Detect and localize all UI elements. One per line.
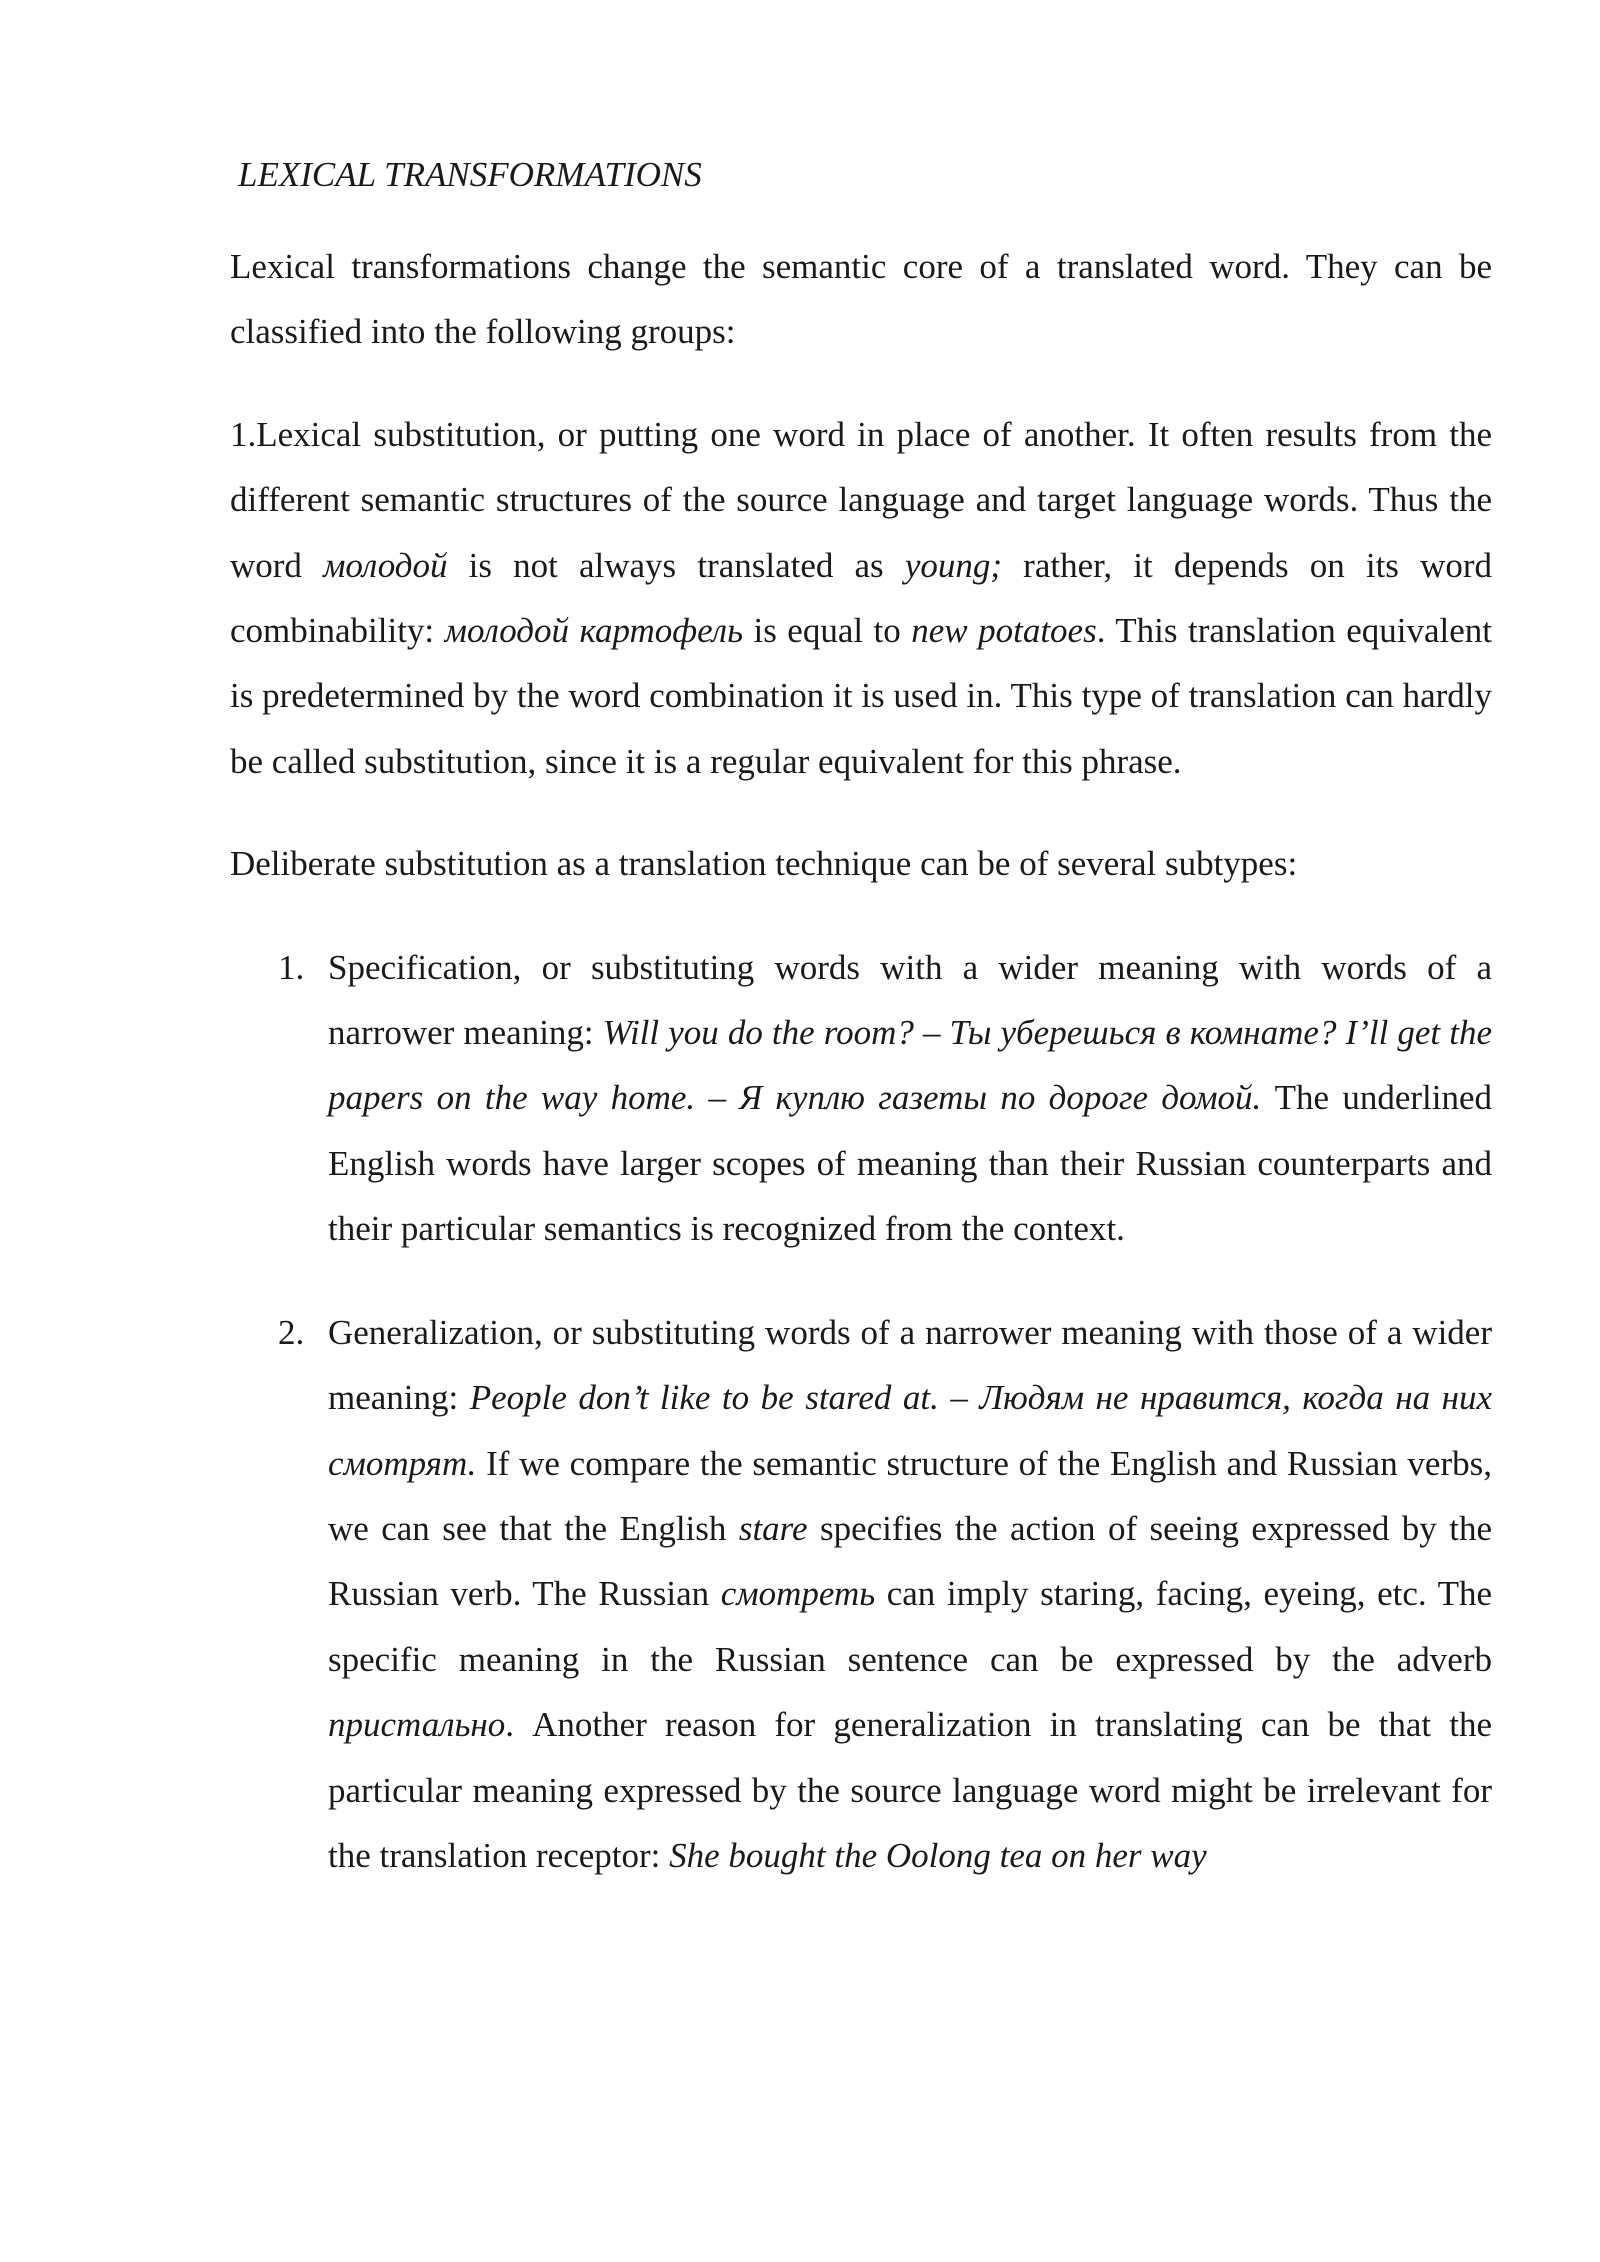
italic-term: молодой bbox=[323, 545, 448, 585]
text-run: is equal to bbox=[743, 611, 912, 651]
document-page bbox=[230, 150, 1492, 1926]
text-run: specifies the action of seeing expressed by the Russian verb. The Russian bbox=[328, 1508, 1492, 1614]
text-run: If we compare the semantic structure of the English and Russian verbs, we can see that the English bbox=[328, 1443, 1492, 1548]
list-item-text bbox=[328, 1300, 1492, 1889]
italic-term: young; bbox=[904, 545, 1003, 585]
list-item-specification bbox=[230, 935, 1492, 1262]
intro-text: Lexical transformations change the semantic core of a translated word. They can be classified into the following groups: bbox=[230, 247, 1492, 352]
text-run: is not always translated as bbox=[447, 545, 905, 585]
italic-term: молодой картофель bbox=[444, 611, 743, 651]
italic-example: People don’t like to be stared at. – Людям не нравится, когда на них смотрят. bbox=[328, 1378, 1492, 1483]
italic-example: Will you do the room? – Ты уберешься в комнате? I’ll get the papers on the way home. – Я куплю газеты по дороге домой. bbox=[328, 1013, 1492, 1118]
text-run: . This translation equivalent is predetermined by the word combination it is used in. This type of translation can hardly be called substitution, since it is a regular equivalent for this phrase. bbox=[230, 611, 1492, 781]
italic-term: смотреть bbox=[720, 1574, 876, 1614]
italic-term: пристально bbox=[328, 1705, 506, 1745]
lexical-substitution-paragraph bbox=[230, 402, 1492, 794]
text-run: . Another reason for generalization in translating can be that the particular meaning expressed by the source language word might be irrelevant for the translation receptor: bbox=[328, 1705, 1492, 1875]
text-run: 1.Lexical substitution, or putting one word in place of another. It often results from the different semantic structures of the source language and target language words. Thus the word bbox=[230, 414, 1492, 585]
italic-term: stare bbox=[738, 1508, 808, 1548]
text-run: Generalization, or substituting words of a narrower meaning with those of a wider meaning: bbox=[328, 1312, 1492, 1418]
text-run: can imply staring, facing, eyeing, etc. The specific meaning in the Russian sentence can be expressed by the adverb bbox=[328, 1574, 1492, 1679]
subtypes-list bbox=[230, 935, 1492, 1889]
list-item-number: 1. bbox=[278, 947, 305, 987]
text-run: Specification, or substituting words with a wider meaning with words of a narrower meaning: bbox=[328, 947, 1492, 1053]
italic-example: She bought the Oolong tea on her way bbox=[669, 1835, 1207, 1875]
list-item-text bbox=[328, 935, 1492, 1262]
text-run: The underlined English words have larger scopes of meaning than their Russian counterparts and their particular semantics is recognized from the context. bbox=[328, 1078, 1492, 1249]
deliberate-intro-text: Deliberate substitution as a translation technique can be of several subtypes: bbox=[230, 844, 1298, 884]
deliberate-substitution-paragraph bbox=[230, 831, 1492, 896]
text-run: rather, it depends on its word combinability: bbox=[230, 545, 1492, 651]
italic-term: new potatoes bbox=[911, 611, 1097, 651]
list-item-number: 2. bbox=[278, 1312, 305, 1352]
list-item-generalization bbox=[230, 1300, 1492, 1889]
document-title: LEXICAL TRANSFORMATIONS bbox=[238, 155, 702, 194]
intro-paragraph bbox=[230, 234, 1492, 365]
